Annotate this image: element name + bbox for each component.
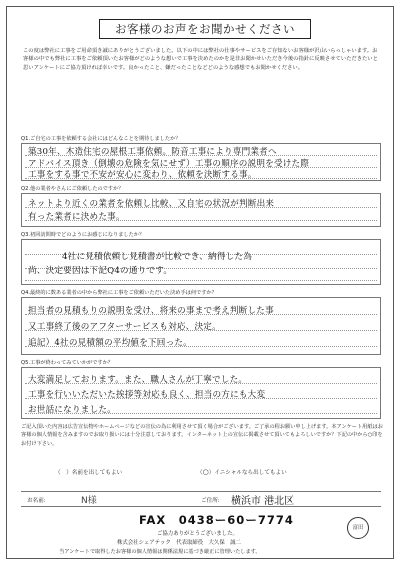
question-1-answer-box xyxy=(21,143,381,181)
choice-name-ok[interactable]: （ ）名前を出してもよい xyxy=(55,470,123,476)
name-value: N様 xyxy=(81,496,97,506)
address-value: 横浜市 港北区 xyxy=(231,496,295,507)
privacy-note: 当アンケートで取得したお客様の個人情報は関係法規に基づき厳正に管理いたします。 xyxy=(59,549,261,555)
answer-3-line-2: 尚、決定要因は下記Q4の通りです。 xyxy=(28,266,173,276)
thanks-text: ご協力ありがとうございました。 xyxy=(157,531,238,537)
question-5-answer-box xyxy=(21,367,381,419)
intro-paragraph: この度は弊社に工事をご用命頂き誠にありがとうございました。以下の中には弊社の仕事やサービスをご存知ないお客様が沢山いらっしゃいます。お客様の中でも弊社に工事をご依頼頂いたお客様がどのような想いで工事を決めたのかを是非お聞かせいただき今後の指針に反映させていただきたいと思いアンケートにご協力頂ければ幸いです。良かったこと、嫌だったことなどどのような感想でもお聞かせください。 xyxy=(23,48,378,71)
answer-1-line-1: 築30年、木造住宅の屋根工事依頼。防音工事により専門業者へ xyxy=(28,147,277,157)
answer-4-line-2: 又工事終了後のアフターサービスも対応、決定。 xyxy=(28,322,221,332)
question-5-label: Q5.工事が終わってみていかがですか？ xyxy=(21,360,113,366)
fax-number: FAX 0438ー60ー7774 xyxy=(139,513,294,527)
question-2-label: Q2.他の業者やさんにご依頼したのですか？ xyxy=(21,186,124,192)
answer-3-line-1: 4社に見積依頼し見積書が比較でき、納得した為 xyxy=(62,252,252,262)
name-label: お名前: xyxy=(27,498,46,504)
answer-4-line-3: 追記）4社の見積額の平均値を下回った。 xyxy=(28,338,192,348)
answer-1-line-3: 工事をする事で不安が安心に変わり、依頼を決断する事。 xyxy=(28,170,257,180)
seal-stamp: 富田 xyxy=(347,517,369,539)
choice-1-label: 名前を出してもよい xyxy=(71,470,123,476)
answer-5-line-1: 大変満足しております。また、職人さんが丁寧でした。 xyxy=(28,375,248,385)
choice-2-mark: ○ xyxy=(202,468,209,476)
answer-4-line-1: 担当者の見積もりの説明を受け、将来の事まで考え判断した事 xyxy=(28,306,274,316)
company-line: 株式会社シェアテック 代表取締役 大久保 誠二 xyxy=(117,540,241,546)
question-3-answer-box xyxy=(21,239,381,285)
question-2-answer-box xyxy=(21,193,381,227)
customer-info-row xyxy=(21,491,381,507)
choice-initials-ok[interactable]: （○）イニシャルなら出してもよい xyxy=(197,468,287,476)
question-4-answer-box xyxy=(21,297,381,355)
choice-2-label: イニシャルなら出してもよい xyxy=(214,470,287,476)
answer-1-line-2: アドバイス頂き（倒壊の危険を気にせず）工事の順序の説明を受けた際 xyxy=(28,159,310,169)
address-label: ご住所: xyxy=(201,498,220,504)
question-1-label: Q1.ご自宅の工事を依頼する会社にはどんなことを期待しましたか？ xyxy=(21,136,181,142)
survey-sheet xyxy=(6,6,394,559)
answer-5-line-2: 工事を行いいただいた挨拶等対応も良く、担当の方にも大変 xyxy=(28,390,266,400)
answer-2-line-2: 有った業者に決めた事。 xyxy=(28,212,125,222)
answer-2-line-1: ネットより近くの業者を依頼し比較、又自宅の状況が判断出来 xyxy=(28,199,275,209)
publication-note: ご記入頂いた内容は広告宣伝物やホームページなどの宣伝の為に利用させて頂く場合がございます。ご了承の程お願い申し上げます。本アンケート用紙はお客様の個人情報を含みますのでお取り扱いには十分注意しております。インターネット上の宣伝に掲載させて頂いてもよろしいですか？下記の中から○印をお付け下さい。 xyxy=(21,424,383,447)
answer-5-line-3: お世話になりました。 xyxy=(28,405,116,415)
question-4-label: Q4.最終的に数ある業者の中から弊社に工事をご依頼いただいた決め手は何ですか？ xyxy=(21,290,217,296)
page-title: お客様のお声をお聞かせください xyxy=(99,19,311,39)
question-3-label: Q3.初回訪問時でどのようにお感じになりましたか？ xyxy=(21,232,145,238)
